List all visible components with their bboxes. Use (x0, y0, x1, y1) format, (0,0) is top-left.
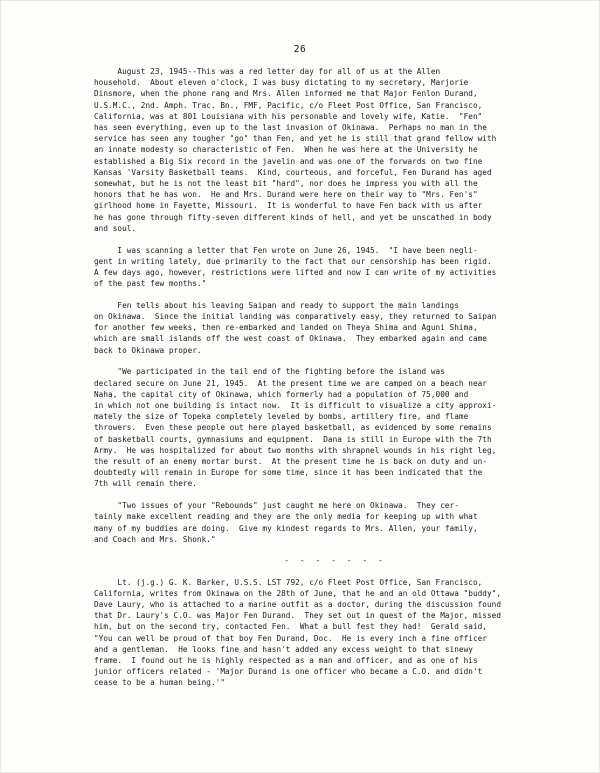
paragraph-barker (94, 577, 576, 689)
text-line: Dinsmore, when the phone rang and Mrs. Allen informed me that Major Fenlon Durand, (94, 89, 478, 99)
text-line: Kansas 'Varsity Basketball teams. Kind, courteous, and forceful, Fen Durand has aged (94, 167, 492, 177)
text-line: Lt. (j.g.) G. K. Barker, U.S.S. LST 792, c/o Fleet Post Office, San Francisco, (94, 577, 483, 587)
text-line: the result of an enemy mortar burst. At the present time he is back on duty and un- (94, 457, 487, 466)
text-line: established a Big Six record in the javelin and was one of the forwards on two fine (94, 156, 483, 166)
text-line: tainly make excellent reading and they are the only media for keeping up with what (94, 512, 478, 522)
text-line: and Coach and Mrs. Shonk." (94, 534, 216, 544)
text-line: many of my buddies are doing. Give my kindest regards to Mrs. Allen, your family, (94, 523, 478, 533)
text-line: in which not one building is intact now. It is difficult to visualize a city approxi- (94, 400, 497, 410)
text-line: "Two issues of your "Rebounds" just caught me here on Okinawa. They cer- (94, 501, 459, 511)
page-number: 26 (293, 44, 307, 55)
text-line: 7th will remain there. (94, 479, 197, 489)
text-line: which are small islands off the west coast of Okinawa. They embarked again and came (94, 334, 487, 344)
text-line: girlhood home in Fayette, Missouri. It is wonderful to have Fen back with us after (94, 201, 483, 211)
paragraph-visit (94, 66, 576, 234)
text-line: back to Okinawa proper. (94, 345, 202, 355)
section-divider: - - - - - - - (284, 556, 386, 566)
text-line: he has gone through fifty-seven different kinds of hell, and yet be unscathed in body (94, 212, 492, 222)
text-line: declared secure on June 21, 1945. At the present time we are camped on a beach near (94, 378, 487, 388)
text-line: I was scanning a letter that Fen wrote on June 26, 1945. "I have been negli- (94, 245, 478, 255)
text-line: Army. He was hospitalized for about two months with shrapnel wounds in his right leg, (94, 445, 497, 455)
text-line: on Okinawa. Since the initial landing was comparatively easy, they returned to Saipan (94, 312, 497, 322)
text-line: U.S.M.C., 2nd. Amph. Trac. Bn., FMF, Pacific, c/o Fleet Post Office, San Francisco, (94, 100, 483, 110)
text-line: that Dr. Laury's C.O. was Major Fen Durand. They set out in quest of the Major, missed (94, 611, 502, 621)
paragraph-okinawa-landings (94, 300, 576, 356)
text-line: "We participated in the tail end of the fighting before the island was (94, 367, 445, 377)
text-line: has seen everything, even up to the last invasion of Okinawa. Perhaps no man in the (94, 123, 487, 133)
text-line: doubtedly will remain in Europe for some time, since it has been indicated that the (94, 468, 483, 478)
text-line: August 23, 1945--This was a red letter day for all of us at the Allen (94, 67, 441, 76)
text-line: junior officers related - 'Major Durand is one officer who became a C.O. and didn't (94, 667, 483, 677)
text-line: cease to be a human being.'" (94, 678, 225, 688)
letter-body (94, 66, 576, 699)
text-line: Dave Laury, who is attached to a marine outfit as a doctor, during the discussion found (94, 600, 502, 610)
text-line: of basketball courts, gymnasiums and equipment. Dana is still in Europe with the 7th (94, 434, 492, 444)
text-line: household. About eleven o'clock, I was busy dictating to my secretary, Marjorie (94, 78, 469, 88)
paragraph-letter-intro (94, 245, 576, 290)
text-line: and soul. (94, 223, 137, 233)
paragraph-naha (94, 366, 576, 489)
text-line: throwers. Even these people out here played basketball, as evidenced by some remains (94, 423, 492, 433)
text-line: him, but on the second try, contacted Fen. What a bull fest they had! Gerald said, (94, 622, 487, 632)
text-line: California, writes from Okinawa on the 28th of June, that he and an old Ottawa "buddy", (94, 588, 502, 598)
text-line: gent in writing lately, due primarily to the fact that our censorship has been rigid. (94, 256, 492, 266)
text-line: service has seen any tougher "go" than Fen, and yet he is still that grand fellow with (94, 134, 497, 144)
text-line: and a gentleman. He looks fine and hasn't added any excess weight to that sinewy (94, 644, 473, 654)
text-line: honors that he has won. He and Mrs. Durand were here on their way to "Mrs. Fen's" (94, 190, 478, 200)
text-line: an innate modesty so characteristic of Fen. When he was here at the University he (94, 145, 478, 155)
text-line: Fen tells about his leaving Saipan and ready to support the main landings (94, 300, 459, 310)
text-line: A few days ago, however, restrictions were lifted and now I can write of my activities (94, 267, 497, 277)
text-line: Naha, the capital city of Okinawa, which formerly had a population of 75,000 and (94, 389, 469, 399)
text-line: frame. I found out he is highly respected as a man and officer, and as one of his (94, 656, 478, 666)
text-line: California, was at 801 Louisiana with his personable and lovely wife, Katie. "Fen" (94, 111, 483, 121)
text-line: for another few weeks, then re-embarked and landed on Theya Shima and Aguni Shima, (94, 323, 478, 333)
text-line: somewhat, but he is not the least bit "hard", nor does he impress you with all the (94, 179, 478, 189)
text-line: mately the size of Topeka completely leveled by bombs, artillery fire, and flame (94, 412, 469, 422)
text-line: "You can well be proud of that boy Fen Durand, Doc. He is every inch a fine officer (94, 633, 487, 643)
paragraph-rebounds (94, 500, 576, 545)
text-line: of the past few months." (94, 279, 207, 289)
